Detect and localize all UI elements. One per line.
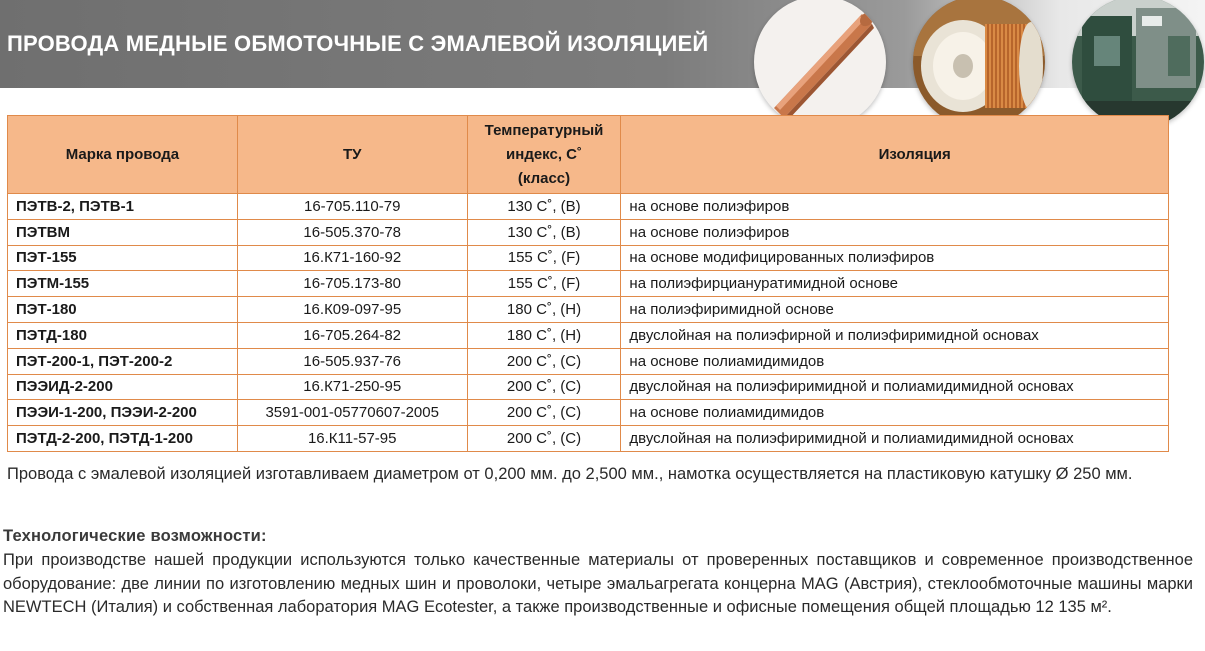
cell-temp: 155 С˚, (F) [467, 271, 621, 297]
header-tu: ТУ [237, 116, 467, 194]
header-temperature-line1: Температурный [484, 121, 604, 139]
cell-mark: ПЭТ-200-1, ПЭТ-200-2 [8, 348, 238, 374]
cell-tu: 16.К71-250-95 [237, 374, 467, 400]
tech-capabilities-title: Технологические возможности: [3, 527, 267, 545]
cell-mark: ПЭТД-180 [8, 322, 238, 348]
cell-mark: ПЭЭИД-2-200 [8, 374, 238, 400]
cell-tu: 3591-001-05770607-2005 [237, 400, 467, 426]
cell-tu: 16.К71-160-92 [237, 245, 467, 271]
header-temperature-line3: (класс) [517, 169, 571, 187]
table-row [8, 348, 1169, 374]
table-row [8, 194, 1169, 220]
cell-temp: 155 С˚, (F) [467, 245, 621, 271]
factory-equipment-image [1072, 0, 1204, 128]
table-row [8, 400, 1169, 426]
table-row [8, 374, 1169, 400]
cell-mark: ПЭТ-155 [8, 245, 238, 271]
cell-tu: 16-505.370-78 [237, 219, 467, 245]
cell-insulation: двуслойная на полиэфиримидной и полиамидимидной основах [621, 426, 1169, 452]
cell-mark: ПЭТМ-155 [8, 271, 238, 297]
cell-temp: 130 С˚, (B) [467, 219, 621, 245]
header-mark: Марка провода [8, 116, 238, 194]
header-temperature [467, 116, 621, 194]
cell-tu: 16.К09-097-95 [237, 297, 467, 323]
cell-insulation: на полиэфиримидной основе [621, 297, 1169, 323]
header-insulation: Изоляция [621, 116, 1169, 194]
cell-insulation: на полиэфирциануратимидной основе [621, 271, 1169, 297]
copper-wire-image [754, 0, 886, 128]
cell-temp: 180 С˚, (H) [467, 297, 621, 323]
page-title: ПРОВОДА МЕДНЫЕ ОБМОТОЧНЫЕ С ЭМАЛЕВОЙ ИЗОЛЯЦИЕЙ [7, 31, 709, 56]
cell-tu: 16.К11-57-95 [237, 426, 467, 452]
factory-equipment-photo [1072, 0, 1204, 128]
cell-tu: 16-705.173-80 [237, 271, 467, 297]
cell-insulation: на основе полиамидимидов [621, 400, 1169, 426]
cell-temp: 200 С˚, (С) [467, 374, 621, 400]
cell-insulation: на основе полиэфиров [621, 219, 1169, 245]
cell-temp: 200 С˚, (С) [467, 400, 621, 426]
table-row [8, 322, 1169, 348]
copper-wire-photo [754, 0, 886, 128]
cell-mark: ПЭТД-2-200, ПЭТД-1-200 [8, 426, 238, 452]
cell-insulation: двуслойная на полиэфиримидной и полиамидимидной основах [621, 374, 1169, 400]
table-row [8, 297, 1169, 323]
cell-temp: 200 С˚, (С) [467, 426, 621, 452]
cell-mark: ПЭТ-180 [8, 297, 238, 323]
diameter-note: Провода с эмалевой изоляцией изготавливаем диаметром от 0,200 мм. до 2,500 мм., намотка осуществляется на пластиковую катушку Ø 250 мм. [7, 465, 1133, 483]
cell-insulation: на основе модифицированных полиэфиров [621, 245, 1169, 271]
table-row [8, 426, 1169, 452]
cell-mark: ПЭЭИ-1-200, ПЭЭИ-2-200 [8, 400, 238, 426]
cell-temp: 180 С˚, (H) [467, 322, 621, 348]
tech-capabilities-text: При производстве нашей продукции используются только качественные материалы от проверенных поставщиков и современное производственное оборудование: две линии по изготовлению медных шин и проволоки, четыре эмальагрегата концерна MAG (Австрия), стеклообмоточные машины марки NEWTECH (Италия) и собственная лаборатория MAG Ecotester, а также производственные и офисные помещения общей площадью 12 135 м². [3, 551, 1193, 616]
table-header-row [8, 116, 1169, 194]
cell-insulation: двуслойная на полиэфирной и полиэфиримидной основах [621, 322, 1169, 348]
wire-spool-photo [913, 0, 1045, 128]
cell-insulation: на основе полиэфиров [621, 194, 1169, 220]
cell-tu: 16-505.937-76 [237, 348, 467, 374]
cell-mark: ПЭТВ-2, ПЭТВ-1 [8, 194, 238, 220]
cell-tu: 16-705.110-79 [237, 194, 467, 220]
cell-insulation: на основе полиамидимидов [621, 348, 1169, 374]
cell-mark: ПЭТВМ [8, 219, 238, 245]
cell-temp: 200 С˚, (С) [467, 348, 621, 374]
wire-spool-image [913, 0, 1045, 128]
table-row [8, 245, 1169, 271]
wire-specification-table [7, 115, 1169, 452]
table-row [8, 219, 1169, 245]
header-temperature-line2: индекс, С˚ [506, 145, 582, 163]
cell-temp: 130 С˚, (B) [467, 194, 621, 220]
cell-tu: 16-705.264-82 [237, 322, 467, 348]
table-row [8, 271, 1169, 297]
